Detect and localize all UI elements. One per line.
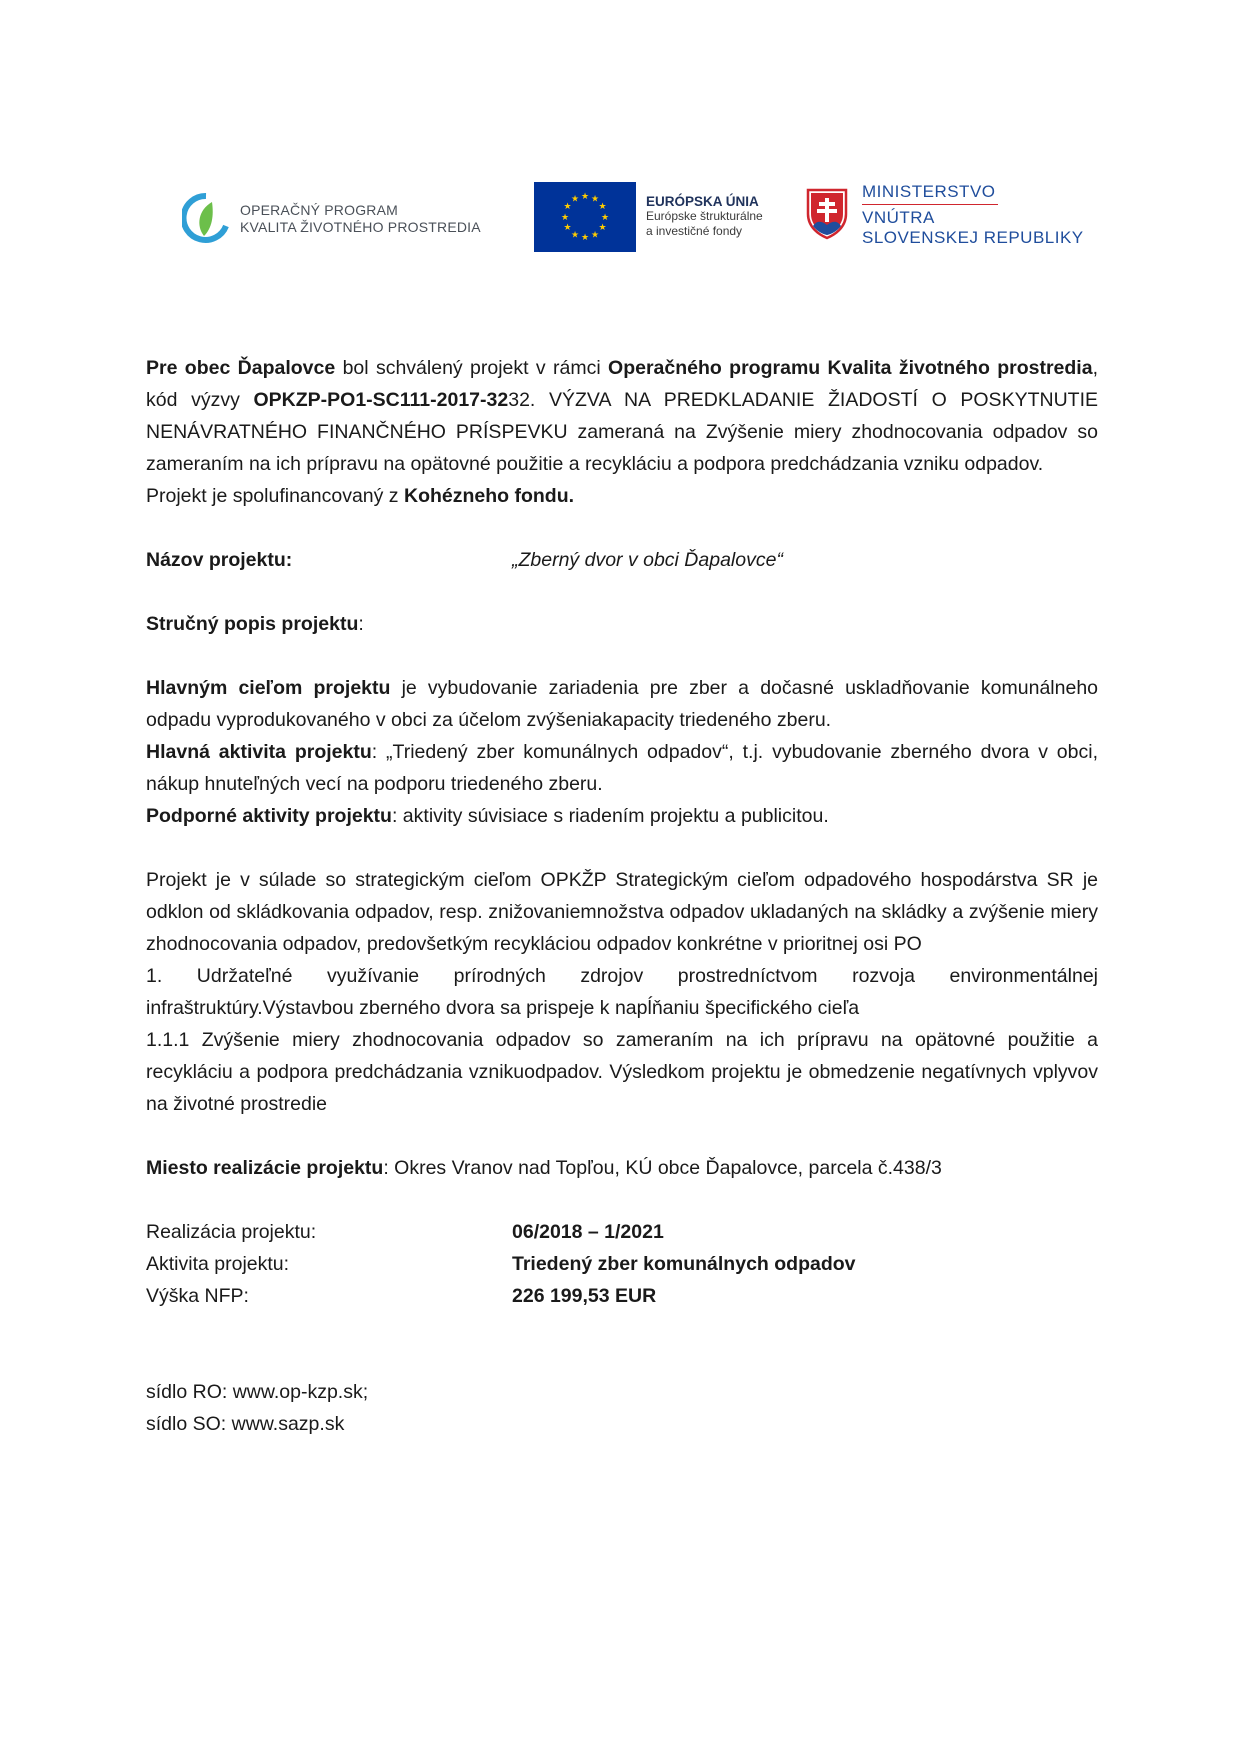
detail-value: 226 199,53 EUR xyxy=(512,1285,657,1307)
logo-bar xyxy=(0,182,1241,262)
svg-text:★: ★ xyxy=(580,192,590,202)
op-logo-line2: KVALITA ŽIVOTNÉHO PROSTREDIA xyxy=(240,219,481,235)
svg-text:★: ★ xyxy=(570,230,580,241)
intro-paragraph xyxy=(146,352,1098,480)
mv-logo-line3: SLOVENSKEJ REPUBLIKY xyxy=(862,228,1084,247)
intro-text-1: bol schválený projekt v rámci xyxy=(335,357,609,379)
document-body xyxy=(146,352,1098,1440)
svg-text:★: ★ xyxy=(598,223,607,233)
detail-label: Výška NFP: xyxy=(146,1285,249,1307)
svg-text:★: ★ xyxy=(560,213,570,223)
managing-authority-seat: sídlo RO: www.op-kzp.sk; xyxy=(146,1381,369,1403)
svg-text:★: ★ xyxy=(580,233,590,243)
eu-logo-line1: Európske štrukturálne xyxy=(646,209,763,223)
main-activity-paragraph xyxy=(146,736,1098,800)
leaf-icon xyxy=(182,192,230,244)
call-code: OPKZP-PO1-SC111-2017-32 xyxy=(253,389,509,411)
mv-logo-line1: MINISTERSTVO xyxy=(862,182,998,205)
svg-text:★: ★ xyxy=(600,213,610,223)
detail-row xyxy=(146,1216,1098,1248)
support-activities-label: Podporné aktivity projektu xyxy=(146,805,392,827)
specific-goal-paragraph: 1.1.1 Zvýšenie miery zhodnocovania odpadov so zameraním na ich prípravu na opätovné použitie a recykláciu a podpora predchádzania vznikuodpadov. Výsledkom projektu je obmedzenie negatívnych vplyvov na životné prostredie xyxy=(146,1029,1098,1115)
svg-text:★: ★ xyxy=(563,223,572,233)
detail-row xyxy=(146,1248,1098,1280)
project-name-label: Názov projektu: xyxy=(146,549,293,571)
intro-text-3: 32. VÝZVA NA PREDKLADANIE ŽIADOSTÍ O POSKYTNUTIE NENÁVRATNÉHO FINANČNÉHO PRÍSPEVKU zameraná na Zvýšenie miery zhodnocovania odpadov so zameraním na ich prípravu na opätovné použitie a recykláciu a podpora predchádzania vzniku odpadov. xyxy=(146,389,1098,475)
eu-logo-title: EURÓPSKA ÚNIA xyxy=(646,194,759,209)
svg-text:★: ★ xyxy=(598,202,607,212)
intro-text-2: , kód výzvy xyxy=(146,357,1098,411)
main-activity-label: Hlavná aktivita projektu xyxy=(146,741,372,763)
eu-flag-icon xyxy=(534,182,636,252)
mv-sr-logo xyxy=(806,182,1086,254)
svg-text:★: ★ xyxy=(590,230,600,241)
priority-axis-paragraph: 1. Udržateľné využívanie prírodných zdrojov prostredníctvom rozvoja environmentálnej infraštruktúry.Výstavbou zberného dvora sa prispeje k napĺňaniu špecifického cieľa xyxy=(146,965,1098,1019)
main-goal-paragraph xyxy=(146,672,1098,736)
short-description-heading xyxy=(146,608,1098,640)
project-location-text: : Okres Vranov nad Topľou, KÚ obce Ďapalovce, parcela č.438/3 xyxy=(383,1157,942,1179)
short-description-colon: : xyxy=(358,613,364,635)
cofinancing-text: Projekt je spolufinancovaný z xyxy=(146,485,404,507)
strategy-paragraph: Projekt je v súlade so strategickým cieľom OPKŽP Strategickým cieľom odpadového hospodárstva SR je odklon od skládkovania odpadov, resp. znižovaniemnožstva odpadov ukladaných na skládky a zvýšenie miery zhodnocovania odpadov, predovšetkým recykláciou odpadov konkrétne v prioritnej osi PO xyxy=(146,869,1098,955)
cofinancing-line xyxy=(146,480,1098,512)
svg-text:★: ★ xyxy=(563,202,572,212)
project-name-value: „Zberný dvor v obci Ďapalovce“ xyxy=(512,549,783,571)
svg-text:★: ★ xyxy=(570,194,580,205)
project-location xyxy=(146,1152,1098,1184)
op-logo-line1: OPERAČNÝ PROGRAM xyxy=(240,202,398,218)
main-goal-label: Hlavným cieľom projektu xyxy=(146,677,391,699)
mv-logo-line2: VNÚTRA xyxy=(862,208,935,227)
detail-value: 06/2018 – 1/2021 xyxy=(512,1221,664,1243)
eu-logo xyxy=(534,182,774,254)
svg-text:★: ★ xyxy=(590,194,600,205)
detail-value: Triedený zber komunálnych odpadov xyxy=(512,1253,856,1275)
main-goal-text: je vybudovanie zariadenia pre zber a dočasné uskladňovanie komunálneho odpadu vyprodukovaného v obci za účelom zvýšeniakapacity triedeného zberu. xyxy=(146,677,1099,731)
detail-label: Aktivita projektu: xyxy=(146,1253,290,1275)
coat-of-arms-icon xyxy=(806,188,848,240)
support-activities-paragraph xyxy=(146,800,1098,832)
municipality-name: Pre obec Ďapalovce xyxy=(146,357,336,379)
eu-logo-line2: a investičné fondy xyxy=(646,224,743,238)
cohesion-fund: Kohézneho fondu. xyxy=(403,485,575,507)
program-name: Operačného programu Kvalita životného prostredia xyxy=(608,357,1093,379)
support-activities-text: : aktivity súvisiace s riadením projektu a publicitou. xyxy=(391,805,829,827)
project-name-row xyxy=(146,544,1098,576)
detail-label: Realizácia projektu: xyxy=(146,1221,317,1243)
detail-row xyxy=(146,1280,1098,1312)
short-description-label: Stručný popis projektu xyxy=(146,613,359,635)
main-activity-text: : „Triedený zber komunálnych odpadov“, t.j. vybudovanie zberného dvora v obci, nákup hnuteľných vecí na podporu triedeného zberu. xyxy=(146,741,1098,795)
intermediate-body-seat: sídlo SO: www.sazp.sk xyxy=(146,1413,345,1435)
op-kzp-logo xyxy=(182,192,502,244)
project-location-label: Miesto realizácie projektu xyxy=(146,1157,384,1179)
